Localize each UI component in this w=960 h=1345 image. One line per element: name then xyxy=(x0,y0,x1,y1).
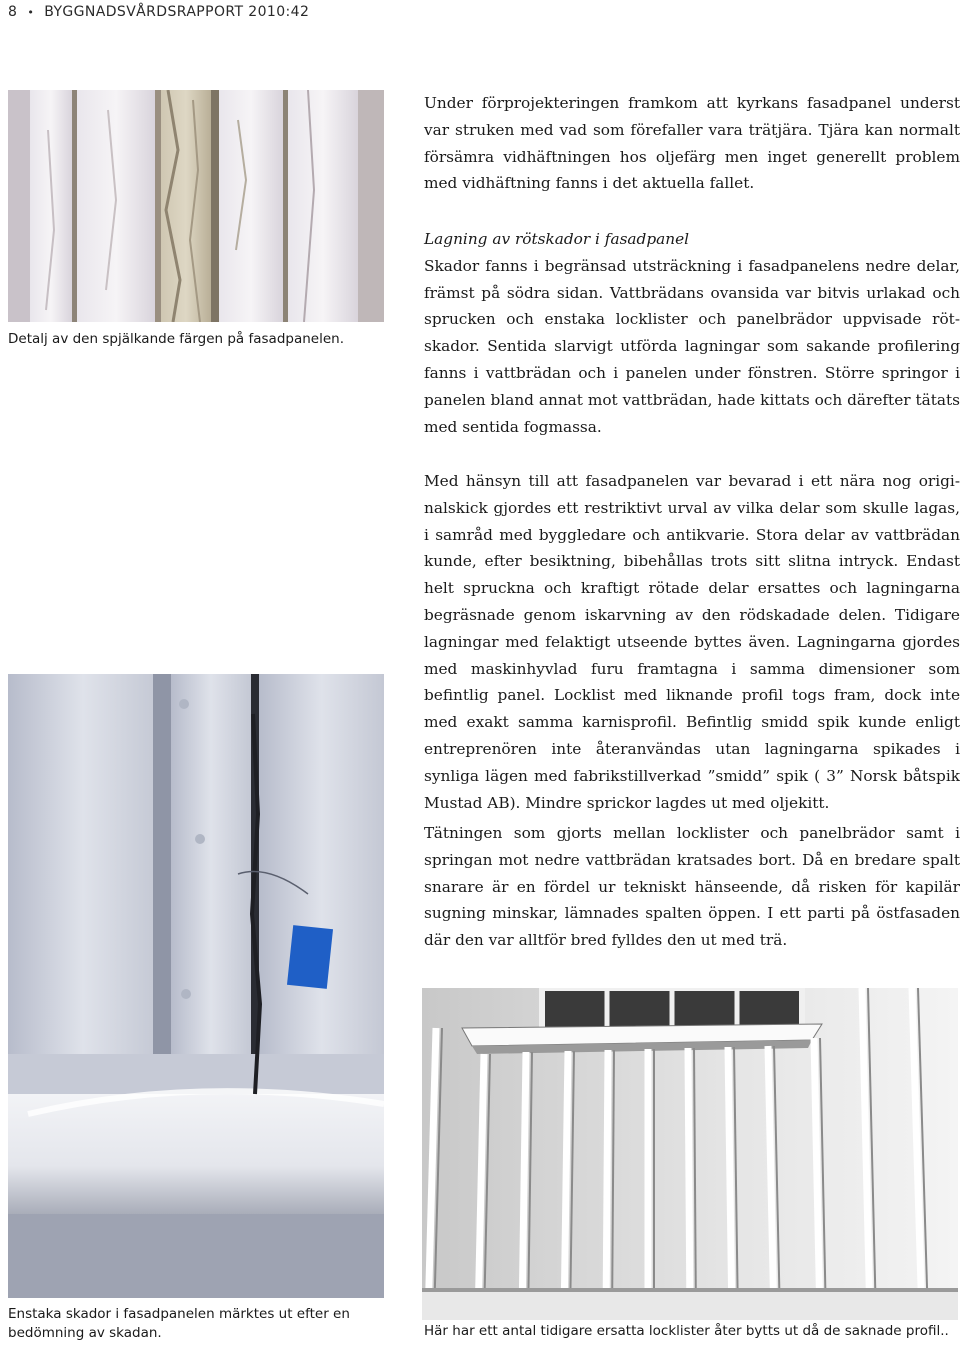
section-rot-repair xyxy=(424,226,960,440)
caption-peeling-paint: Detalj av den spjälkande färgen på fasadpanelen. xyxy=(8,331,344,347)
paragraph-repair: Med hänsyn till att fasadpanelen var bevarad i ett nära nog originalskick gjordes ett restriktivt urval av vilka delar som skulle lagas, i samråd med byggledare och antikvarie. Stora delar av vattbrädan kunde, efter besiktning, bibehållas trots sitt slitna intryck. Endast helt spruckna och kraftigt rötade delar ersattes och lagningarna begräsnade genom iskarvning av den rödskadade delen. Tidigare lagningar med felaktigt utseende byttes även. Lagningarna gjordes med maskinhyvlad furu framtagna i samma dimensioner som befintlig panel. Locklist med liknande profil togs fram, dock inte med exakt samma karnisprofil. Befintlig smidd spik kunde enligt entreprenören inte återanvändas utan lagningarna spikades i synliga lägen med fabrikstillverkad ”smidd” spik ( 3” Norsk båtspik Mustad AB). Mindre sprickor lagdes ut med oljekitt. xyxy=(424,472,960,812)
section-title: Lagning av rötskador i fasadpanel xyxy=(424,230,690,248)
paragraph-rot: Skador fanns i begränsad utsträckning i fasadpanelens nedre delar, främst på södra sidan. Vattbrädans ovansida var bitvis urlakad och sprucken och enstaka locklister och panelbrädor uppvisade rötskador. Sentida slarvigt utförda lagningar som sakande profilering fanns i vattbrädan och i panelen under fönstren. Större springor i panelen bland annat mot vattbrädan, hade kittats och därefter tätats med sentida fogmassa. xyxy=(424,256,960,436)
photo-replaced-battens xyxy=(422,988,958,1320)
paragraph-tar: Under förprojekteringen framkom att kyrkans fasadpanel underst var struken med vad som förefaller vara trätjära. Tjära kan normalt försämra vidhäftningen hos oljefärg men inget generellt problem med vidhäftning fanns i det aktuella fallet. xyxy=(424,94,960,193)
page-number: 8 xyxy=(8,4,18,20)
photo-peeling-paint xyxy=(8,90,384,322)
caption-replaced-battens: Här har ett antal tidigare ersatta locklister åter bytts ut då de saknade profil.. xyxy=(424,1323,949,1339)
header-bullet: • xyxy=(27,5,35,19)
paragraph-seal: Tätningen som gjorts mellan locklister och panelbrädor samt i springan mot nedre vattbrädan kratsades bort. Då en bredare spalt snarare är en fördel ur tekniskt hänseende, då risken för kapilär sugning minskar, lämnades spalten öppen. I ett parti på östfasaden där den var alltför bred fylldes den ut med trä. xyxy=(424,824,960,950)
photo-damage-marked xyxy=(8,674,384,1298)
running-title: BYGGNADSVÅRDSRAPPORT 2010:42 xyxy=(44,4,310,20)
running-header xyxy=(8,2,309,22)
caption-damage-marked: Enstaka skador i fasadpanelen märktes ut efter en bedömning av skadan. xyxy=(8,1306,350,1341)
